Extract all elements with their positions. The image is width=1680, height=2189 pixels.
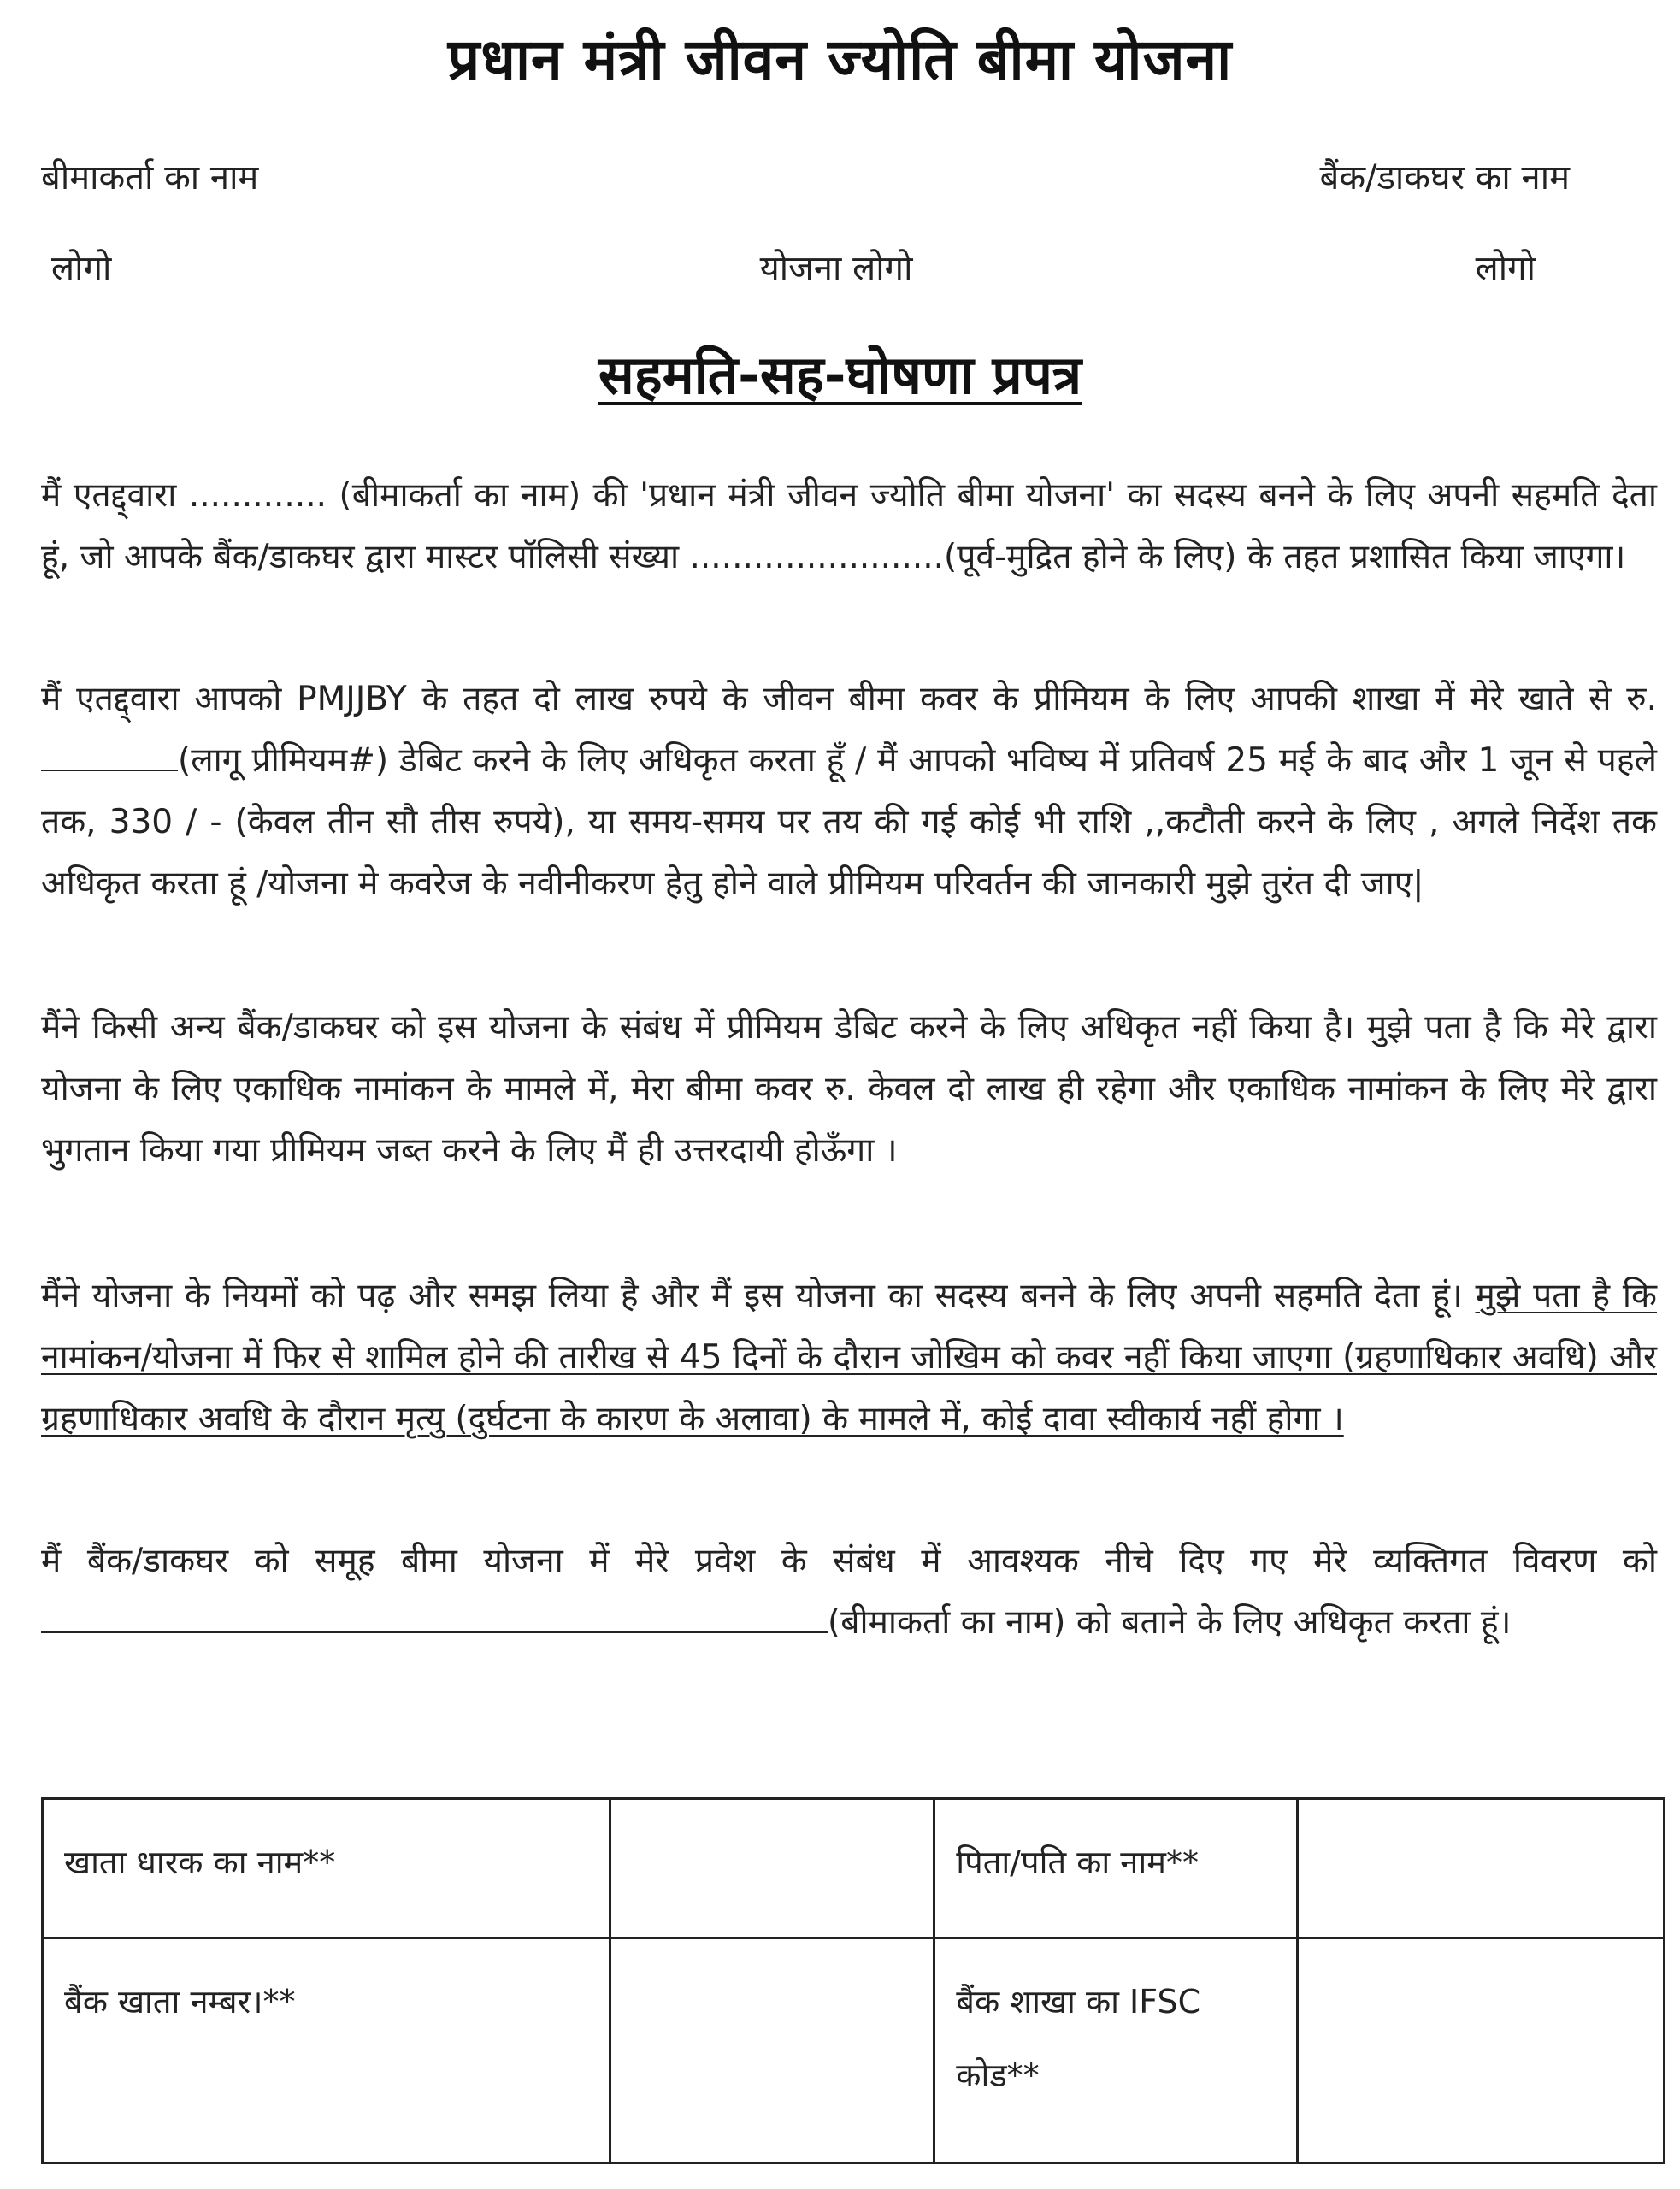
account-details-table xyxy=(41,1797,1665,2164)
scheme-logo-placeholder: योजना लोगो xyxy=(759,249,913,288)
para1-text-b: (बीमाकर्ता का नाम) की 'प्रधान मंत्री जीवन ज्योति बीमा योजना' का सदस्य बनने के लिए अपनी सहमति देता हूं, जो आपके बैंक/डाकघर द्वारा मास्टर पॉलिसी संख्या xyxy=(41,476,1658,576)
paragraph-debit-authorization xyxy=(41,669,1657,915)
table-row xyxy=(43,1799,1665,1938)
para5-text-b: (बीमाकर्ता का नाम) को बताने के लिए अधिकृत करता हूं। xyxy=(828,1603,1512,1642)
policy-number-blank: ........................ xyxy=(689,538,945,576)
bank-name-label: बैंक/डाकघर का नाम xyxy=(1319,158,1570,198)
para5-text-a: मैं बैंक/डाकघर को समूह बीमा योजना में मेरे प्रवेश के संबंध में आवश्यक नीचे दिए गए मेरे व्यक्तिगत विवरण को xyxy=(41,1542,1657,1580)
bank-account-number-label: बैंक खाता नम्बर।** xyxy=(43,1938,610,2163)
insurer-name-label: बीमाकर्ता का नाम xyxy=(41,158,259,198)
para2-text-b: (लागू प्रीमियम#) डेबिट करने के लिए अधिकृत करता हूँ / मैं आपको भविष्य में प्रतिवर्ष 25 मई के बाद और 1 जून से पहले तक, 330 / - (केवल तीन सौ तीस रुपये), या समय-समय पर तय की गई कोई भी राशि ,,कटौती करने के लिए , अगले निर्देश तक अधिकृत करता हूं /योजना मे कवरेज के नवीनीकरण हेतु होने वाले प्रीमियम परिवर्तन की जानकारी मुझे तुरंत दी जाए| xyxy=(41,741,1657,903)
form-title-text: सहमति-सह-घोषणा प्रपत्र xyxy=(598,344,1082,406)
para1-text-a: मैं एतद्द्वारा xyxy=(41,476,177,515)
para3-text: मैंने किसी अन्य बैंक/डाकघर को इस योजना के संबंध में प्रीमियम डेबिट करने के लिए अधिकृत नहीं किया है। मुझे पता है कि मेरे द्वारा योजना के लिए एकाधिक नामांकन के मामले में, मेरा बीमा कवर रु. केवल दो लाख ही रहेगा और एकाधिक नामांकन के लिए मेरे द्वारा भुगतान किया गया प्रीमियम जब्त करने के लिए मैं ही उत्तरदायी होऊँगा । xyxy=(41,1008,1657,1170)
account-holder-name-label: खाता धारक का नाम** xyxy=(43,1799,610,1938)
bank-account-number-field[interactable] xyxy=(610,1938,934,2163)
logo-right-placeholder: लोगो xyxy=(1475,249,1536,288)
paragraph-details-sharing xyxy=(41,1531,1657,1654)
paragraph-rules-lien xyxy=(41,1266,1657,1450)
main-title: प्रधान मंत्री जीवन ज्योति बीमा योजना xyxy=(447,27,1233,92)
account-holder-name-field[interactable] xyxy=(610,1799,934,1938)
lien-period-notice: मुझे पता है कि नामांकन/योजना में फिर से शामिल होने की तारीख से 45 दिनों के दौरान जोखिम को कवर नहीं किया जाएगा (ग्रहणाधिकार अवधि) और ग्रहणाधिकार अवधि के दौरान मृत्यु (दुर्घटना के कारण के अलावा) के मामले में, कोई दावा स्वीकार्य नहीं होगा । xyxy=(41,1277,1657,1438)
paragraph-consent xyxy=(41,465,1657,588)
para2-text-a: मैं एतद्द्वारा आपको PMJJBY के तहत दो लाख रुपये के जीवन बीमा कवर के प्रीमियम के लिए आपकी शाखा में मेरे खाते से रु. xyxy=(41,680,1657,718)
paragraph-no-other-bank xyxy=(41,997,1657,1182)
ifsc-code-label: बैंक शाखा का IFSC कोड** xyxy=(934,1938,1297,2163)
table-row xyxy=(43,1938,1665,2163)
ifsc-code-field[interactable] xyxy=(1297,1938,1664,2163)
form-title xyxy=(0,338,1680,410)
premium-amount-blank xyxy=(41,744,178,771)
insurer-name-line-blank xyxy=(41,1606,828,1633)
para4-text-a: मैंने योजना के नियमों को पढ़ और समझ लिया है और मैं इस योजना का सदस्य बनने के लिए अपनी सहमति देता हूं। xyxy=(41,1277,1463,1315)
father-spouse-name-field[interactable] xyxy=(1297,1799,1664,1938)
father-spouse-name-label: पिता/पति का नाम** xyxy=(934,1799,1297,1938)
insurer-name-blank: ............. xyxy=(188,476,327,515)
logo-left-placeholder: लोगो xyxy=(51,249,112,288)
para1-text-c: (पूर्व-मुद्रित होने के लिए) के तहत प्रशासित किया जाएगा। xyxy=(944,538,1626,576)
